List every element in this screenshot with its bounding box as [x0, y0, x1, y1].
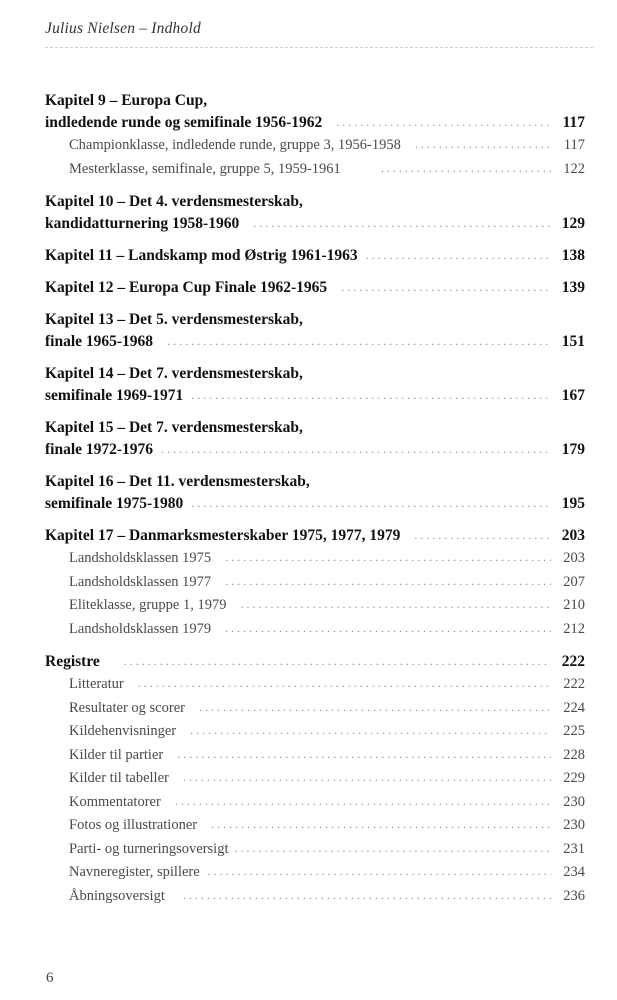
page-ref: 229 [563, 770, 585, 786]
subentry-label: Litteratur [69, 676, 124, 692]
toc-subentry[interactable] [45, 767, 585, 791]
table-of-contents [45, 90, 585, 918]
chapter-title-line2: indledende runde og semifinale 1956-1962 [45, 114, 323, 131]
subentry-label: Parti- og turneringsoversigt [69, 840, 229, 857]
toc-subentry[interactable] [45, 158, 585, 182]
chapter-title-line2: finale 1965-1968 [45, 333, 154, 350]
toc-registre [45, 651, 585, 908]
leader-dots [191, 492, 551, 514]
leader-dots [208, 860, 551, 884]
leader-dots [183, 766, 551, 790]
page-ref: 179 [561, 441, 585, 458]
chapter-title: Kapitel 12 – Europa Cup Finale 1962-1965 [45, 279, 328, 296]
toc-chapter-15[interactable] [45, 417, 585, 461]
page-number: 6 [46, 970, 54, 986]
page-ref: 212 [563, 620, 585, 637]
toc-chapter-11[interactable] [45, 245, 585, 267]
page-ref: 138 [561, 247, 585, 264]
toc-subentry[interactable] [45, 618, 585, 642]
subentry-label: Kommentatorer [69, 793, 161, 810]
leader-dots [341, 276, 551, 298]
page-ref: 222 [563, 676, 585, 692]
subentry-label: Åbningsoversigt [69, 887, 165, 904]
page-ref: 236 [563, 887, 585, 904]
page-ref: 122 [563, 160, 585, 177]
toc-subentry[interactable] [45, 594, 585, 618]
toc-subentry[interactable] [45, 814, 585, 838]
chapter-title-line1: Kapitel 13 – Det 5. verdensmesterskab, [45, 311, 303, 328]
chapter-title-line1: Kapitel 10 – Det 4. verdensmesterskab, [45, 193, 303, 210]
page-ref: 207 [563, 573, 585, 590]
leader-dots [211, 813, 551, 837]
chapter-entry[interactable] [45, 525, 585, 547]
subentry-label: Fotos og illustrationer [69, 817, 198, 833]
subentry-label: Mesterklasse, semifinale, gruppe 5, 1959-1961 [69, 160, 341, 177]
leader-dots [124, 650, 551, 672]
leader-dots [161, 438, 551, 460]
subentry-label: Eliteklasse, gruppe 1, 1979 [69, 597, 227, 613]
toc-subentry[interactable] [45, 697, 585, 721]
page-ref: 225 [563, 723, 585, 739]
chapter-title: Kapitel 17 – Danmarksmesterskaber 1975, 1977, 1979 [45, 527, 401, 544]
leader-dots [191, 384, 551, 406]
leader-dots [225, 617, 551, 641]
page-ref: 210 [563, 597, 585, 613]
page-ref: 203 [561, 527, 585, 544]
chapter-title-line1: Kapitel 15 – Det 7. verdensmesterskab, [45, 419, 303, 436]
leader-dots [199, 696, 551, 720]
chapter-title-line2: semifinale 1969-1971 [45, 387, 184, 404]
leader-dots [240, 593, 551, 617]
toc-chapter-13[interactable] [45, 309, 585, 353]
page-ref: 195 [561, 495, 585, 512]
toc-subentry[interactable] [45, 885, 585, 909]
page-ref: 139 [561, 279, 585, 296]
subentry-label: Resultater og scorer [69, 699, 185, 716]
chapter-title: Kapitel 11 – Landskamp mod Østrig 1961-1963 [45, 247, 358, 264]
leader-dots [190, 719, 551, 743]
leader-dots [225, 546, 551, 570]
page-ref: 230 [563, 793, 585, 810]
leader-dots [138, 672, 551, 696]
subentry-label: Kilder til tabeller [69, 770, 169, 786]
toc-chapter-14[interactable] [45, 363, 585, 407]
header-rule [45, 47, 593, 48]
subentry-label: Kildehenvisninger [69, 723, 177, 739]
subentry-label: Championklasse, indledende runde, gruppe 3, 1956-1958 [69, 137, 401, 153]
toc-subentry[interactable] [45, 720, 585, 744]
page-ref: 231 [563, 840, 585, 857]
subentry-label: Landsholdsklassen 1979 [69, 620, 212, 637]
toc-subentry[interactable] [45, 571, 585, 595]
page-ref: 224 [563, 699, 585, 716]
toc-chapter-17 [45, 525, 585, 641]
chapter-entry[interactable] [45, 90, 585, 134]
leader-dots [167, 330, 551, 352]
chapter-title-line1: Kapitel 9 – Europa Cup, [45, 92, 208, 109]
toc-chapter-16[interactable] [45, 471, 585, 515]
toc-subentry[interactable] [45, 547, 585, 571]
toc-subentry[interactable] [45, 791, 585, 815]
subentry-label: Landsholdsklassen 1975 [69, 550, 212, 566]
page-ref: 222 [561, 653, 585, 670]
leader-dots [336, 111, 551, 133]
toc-chapter-9 [45, 90, 585, 181]
leader-dots [366, 244, 551, 266]
subentry-label: Kilder til partier [69, 746, 164, 763]
leader-dots [175, 790, 551, 814]
page-ref: 167 [561, 387, 585, 404]
chapter-title-line1: Kapitel 16 – Det 11. verdensmesterskab, [45, 473, 310, 490]
leader-dots [381, 157, 551, 181]
running-head: Julius Nielsen – Indhold [45, 20, 201, 37]
leader-dots [183, 884, 551, 908]
subentry-label: Navneregister, spillere [69, 864, 200, 880]
chapter-title-line2: kandidatturnering 1958-1960 [45, 215, 240, 232]
leader-dots [415, 133, 551, 157]
page-ref: 234 [563, 864, 585, 880]
chapter-title-line1: Kapitel 14 – Det 7. verdensmesterskab, [45, 365, 303, 382]
toc-chapter-10[interactable] [45, 191, 585, 235]
page-ref: 117 [563, 137, 585, 153]
page-ref: 151 [561, 333, 585, 350]
chapter-entry[interactable] [45, 651, 585, 673]
leader-dots [225, 570, 551, 594]
toc-subentry[interactable] [45, 838, 585, 862]
page-ref: 117 [562, 114, 585, 131]
chapter-title-line2: finale 1972-1976 [45, 441, 154, 458]
page-ref: 129 [561, 215, 585, 232]
toc-subentry[interactable] [45, 861, 585, 885]
page-ref: 228 [563, 746, 585, 763]
chapter-title: Registre [45, 653, 100, 670]
page-ref: 230 [563, 817, 585, 833]
leader-dots [253, 212, 551, 234]
subentry-label: Landsholdsklassen 1977 [69, 573, 212, 590]
toc-subentry[interactable] [45, 673, 585, 697]
chapter-title-line2: semifinale 1975-1980 [45, 495, 184, 512]
page-ref: 203 [563, 550, 585, 566]
leader-dots [177, 743, 551, 767]
toc-chapter-12[interactable] [45, 277, 585, 299]
leader-dots [414, 524, 551, 546]
toc-subentry[interactable] [45, 134, 585, 158]
leader-dots [234, 837, 551, 861]
toc-subentry[interactable] [45, 744, 585, 768]
